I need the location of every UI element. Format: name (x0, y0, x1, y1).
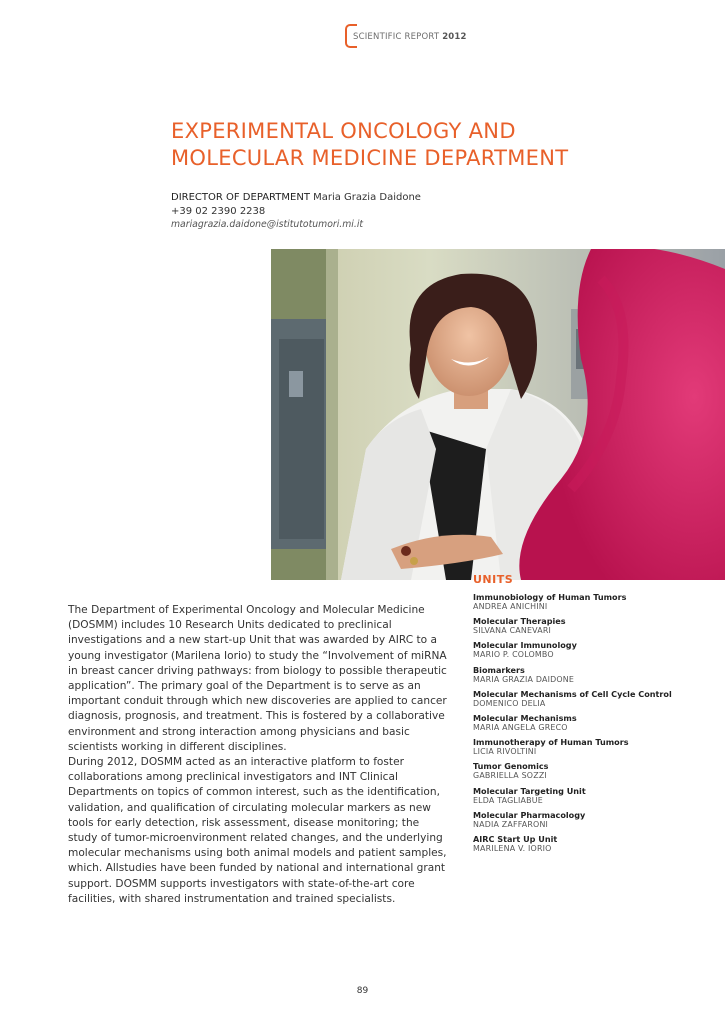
unit-item (473, 640, 723, 660)
unit-item (473, 786, 723, 806)
unit-name: Molecular Immunology (473, 640, 577, 651)
unit-item (473, 713, 723, 733)
page-title (171, 118, 671, 172)
unit-name: Molecular Pharmacology (473, 809, 586, 820)
units-heading: UNITS (473, 573, 514, 586)
unit-name: Immunobiology of Human Tumors (473, 592, 627, 602)
title-line-2: MOLECULAR MEDICINE DEPARTMENT (171, 146, 569, 170)
director-phone: +39 02 2390 2238 (171, 205, 266, 217)
unit-item (473, 737, 723, 757)
unit-head: MARIO P. COLOMBO (473, 650, 554, 660)
unit-head: DOMENICO DELIA (473, 698, 546, 708)
unit-item (473, 834, 723, 854)
unit-name: Molecular Mechanisms of Cell Cycle Control (473, 688, 672, 699)
unit-head: ELDA TAGLIABUE (473, 795, 543, 805)
report-label: SCIENTIFIC REPORT (353, 32, 440, 42)
unit-name: Tumor Genomics (473, 761, 549, 772)
unit-name: Immunotherapy of Human Tumors (473, 737, 629, 748)
department-description (68, 603, 448, 907)
unit-item (473, 689, 723, 709)
report-header (345, 24, 485, 50)
unit-name: Biomarkers (473, 664, 525, 675)
director-line (171, 191, 421, 205)
director-email[interactable]: mariagrazia.daidone@istitutotumori.mi.it (171, 219, 364, 230)
unit-item (473, 616, 723, 636)
unit-head: ANDREA ANICHINI (473, 602, 548, 611)
unit-item (473, 592, 723, 612)
description-paragraph-1: The Department of Experimental Oncology and Molecular Medicine (DOSMM) includes 10 Research Units dedicated to preclinical investigations and a new start-up Unit that was awarded by AIRC to a young investigator (Marilena Iorio) to study the “Involvement of miRNA in breast cancer driving pathways: from biology to possible therapeutic application”. The primary goal of the Department is to serve as an important conduit through which new discoveries are applied to cancer diagnosis, prognosis, and treatment. This is fostered by a collaborative environment and strong interaction among physicians and basic scientists working in different disciplines. (68, 604, 447, 753)
report-year: 2012 (442, 32, 467, 42)
unit-item (473, 810, 723, 830)
title-line-1: EXPERIMENTAL ONCOLOGY AND (171, 119, 516, 143)
unit-head: MARILENA V. IORIO (473, 843, 552, 853)
page-number: 89 (356, 986, 369, 996)
unit-head: NADIA ZAFFARONI (473, 819, 549, 829)
unit-item (473, 761, 723, 781)
description-paragraph-2: During 2012, DOSMM acted as an interactive platform to foster collaborations among preclinical investigators and INT Clinical Departments on topics of common interest, such as the identification, validation, and qualification of circulating molecular markers as new tools for early detection, risk assessment, disease monitoring; the study of tumor-microenvironment related changes, and the underlying molecular mechanisms using both animal models and patient samples, which. Allstudies have been funded by national and international grant support. DOSMM supports investigators with state-of-the-art core facilities, with shared instrumentation and trained specialists. (68, 756, 447, 905)
unit-head: MARIA ANGELA GRECO (473, 722, 568, 732)
unit-name: Molecular Therapies (473, 616, 566, 627)
director-photo (271, 249, 725, 580)
director-name: Maria Grazia Daidone (313, 192, 421, 203)
unit-name: Molecular Mechanisms (473, 712, 577, 723)
director-info (171, 191, 421, 232)
unit-head: MARIA GRAZIA DAIDONE (473, 674, 575, 684)
unit-head: LICIA RIVOLTINI (473, 747, 537, 757)
units-sidebar (473, 573, 723, 858)
unit-name: Molecular Targeting Unit (473, 785, 586, 796)
report-header-text (353, 32, 467, 42)
unit-item (473, 665, 723, 685)
unit-head: SILVANA CANEVARI (473, 626, 552, 636)
unit-name: AIRC Start Up Unit (473, 833, 558, 844)
unit-head: GABRIELLA SOZZI (473, 771, 547, 781)
director-role: DIRECTOR OF DEPARTMENT (171, 192, 310, 203)
units-list (473, 592, 723, 854)
